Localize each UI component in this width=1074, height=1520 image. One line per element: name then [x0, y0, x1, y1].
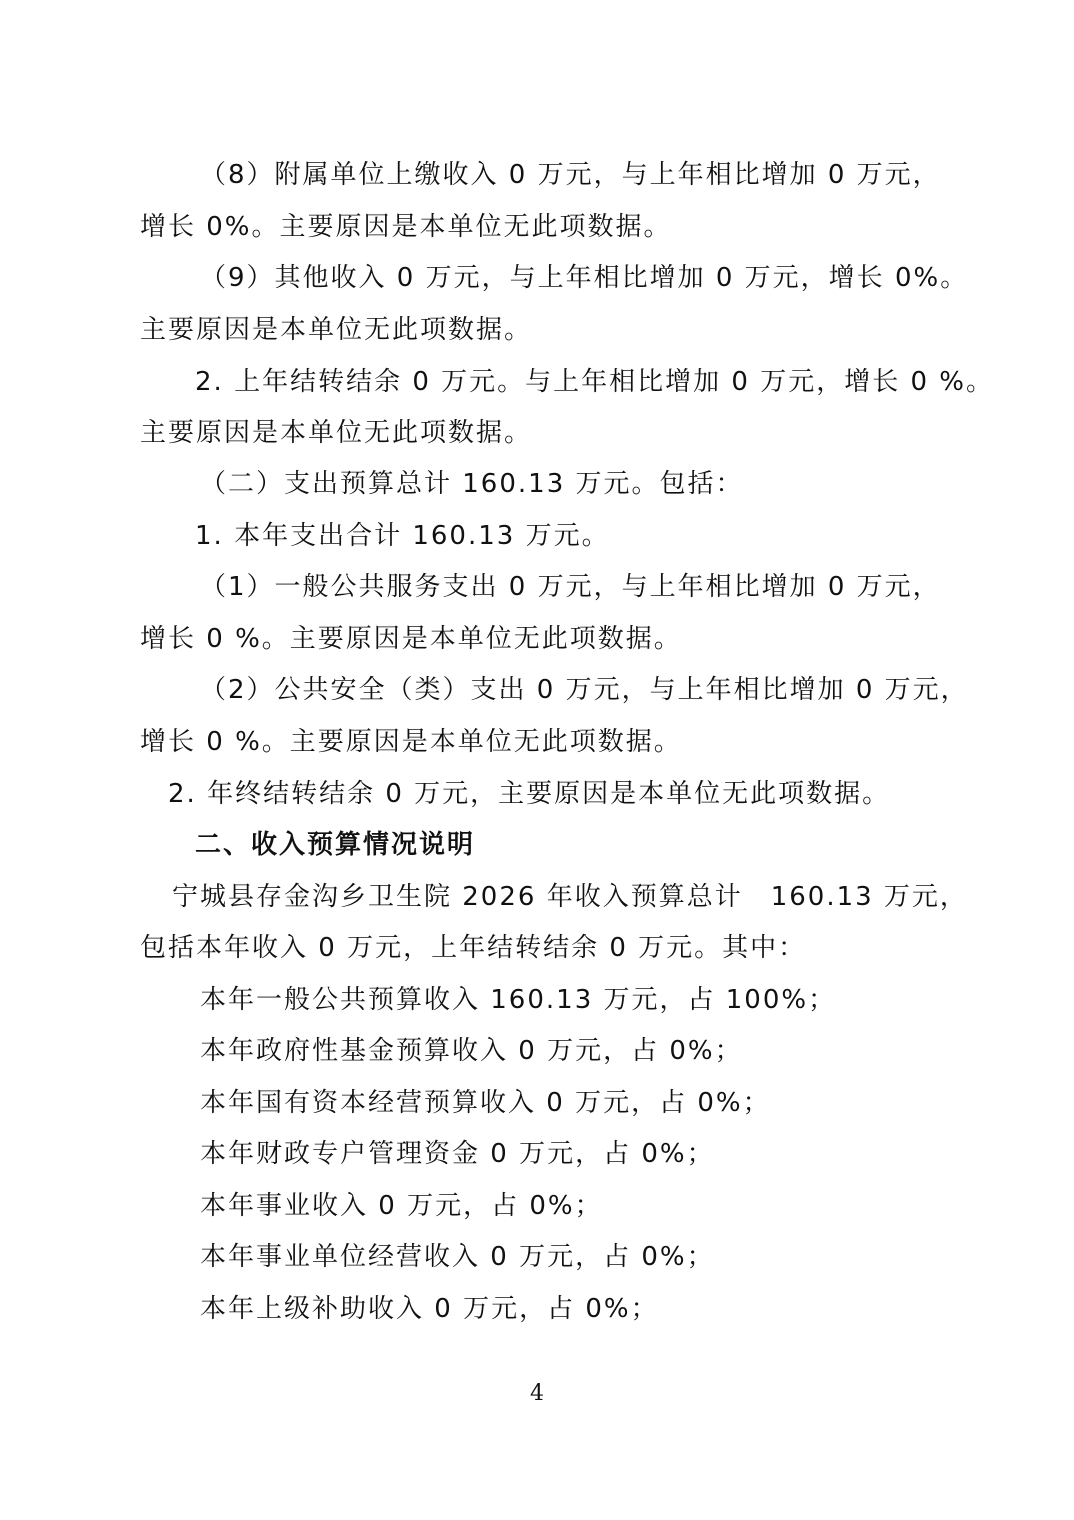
text-line-income-budget-total: 宁城县存金沟乡卫生院 2026 年收入预算总计 160.13 万元， [172, 882, 968, 912]
text-line-income-item-8-cont: 增长 0%。主要原因是本单位无此项数据。 [140, 212, 672, 242]
text-line-expenditure-item-2-cont: 增长 0 %。主要原因是本单位无此项数据。 [140, 727, 682, 757]
text-line-government-fund-budget: 本年政府性基金预算收入 0 万元，占 0%； [200, 1036, 743, 1066]
text-line-current-year-expenditure: 1. 本年支出合计 160.13 万元。 [195, 521, 610, 551]
text-line-special-account-funds: 本年财政专户管理资金 0 万元，占 0%； [200, 1139, 715, 1169]
text-line-general-public-budget: 本年一般公共预算收入 160.13 万元，占 100%； [200, 985, 837, 1015]
text-line-income-budget-total-cont: 包括本年收入 0 万元，上年结转结余 0 万元。其中： [140, 933, 807, 963]
text-line-income-item-9: （9）其他收入 0 万元，与上年相比增加 0 万元，增长 0%。 [200, 263, 969, 293]
page-number: 4 [530, 1381, 544, 1406]
text-line-superior-subsidy-income: 本年上级补助收入 0 万元，占 0%； [200, 1294, 659, 1324]
text-line-prior-year-balance-cont: 主要原因是本单位无此项数据。 [140, 418, 533, 448]
text-line-income-item-9-cont: 主要原因是本单位无此项数据。 [140, 315, 533, 345]
text-line-year-end-balance: 2. 年终结转结余 0 万元，主要原因是本单位无此项数据。 [168, 779, 891, 809]
text-line-operating-income: 本年事业单位经营收入 0 万元，占 0%； [200, 1242, 715, 1272]
text-line-expenditure-total: （二）支出预算总计 160.13 万元。包括： [200, 469, 744, 499]
text-line-expenditure-item-2: （2）公共安全（类）支出 0 万元，与上年相比增加 0 万元， [200, 675, 969, 705]
text-line-income-item-8: （8）附属单位上缴收入 0 万元，与上年相比增加 0 万元， [200, 160, 941, 190]
text-line-expenditure-item-1-cont: 增长 0 %。主要原因是本单位无此项数据。 [140, 624, 682, 654]
text-line-expenditure-item-1: （1）一般公共服务支出 0 万元，与上年相比增加 0 万元， [200, 572, 941, 602]
text-line-business-income: 本年事业收入 0 万元，占 0%； [200, 1191, 603, 1221]
section-heading-income-budget: 二、收入预算情况说明 [195, 830, 476, 860]
text-line-state-capital-budget: 本年国有资本经营预算收入 0 万元，占 0%； [200, 1088, 771, 1118]
text-line-prior-year-balance: 2. 上年结转结余 0 万元。与上年相比增加 0 万元，增长 0 %。 [195, 367, 994, 397]
